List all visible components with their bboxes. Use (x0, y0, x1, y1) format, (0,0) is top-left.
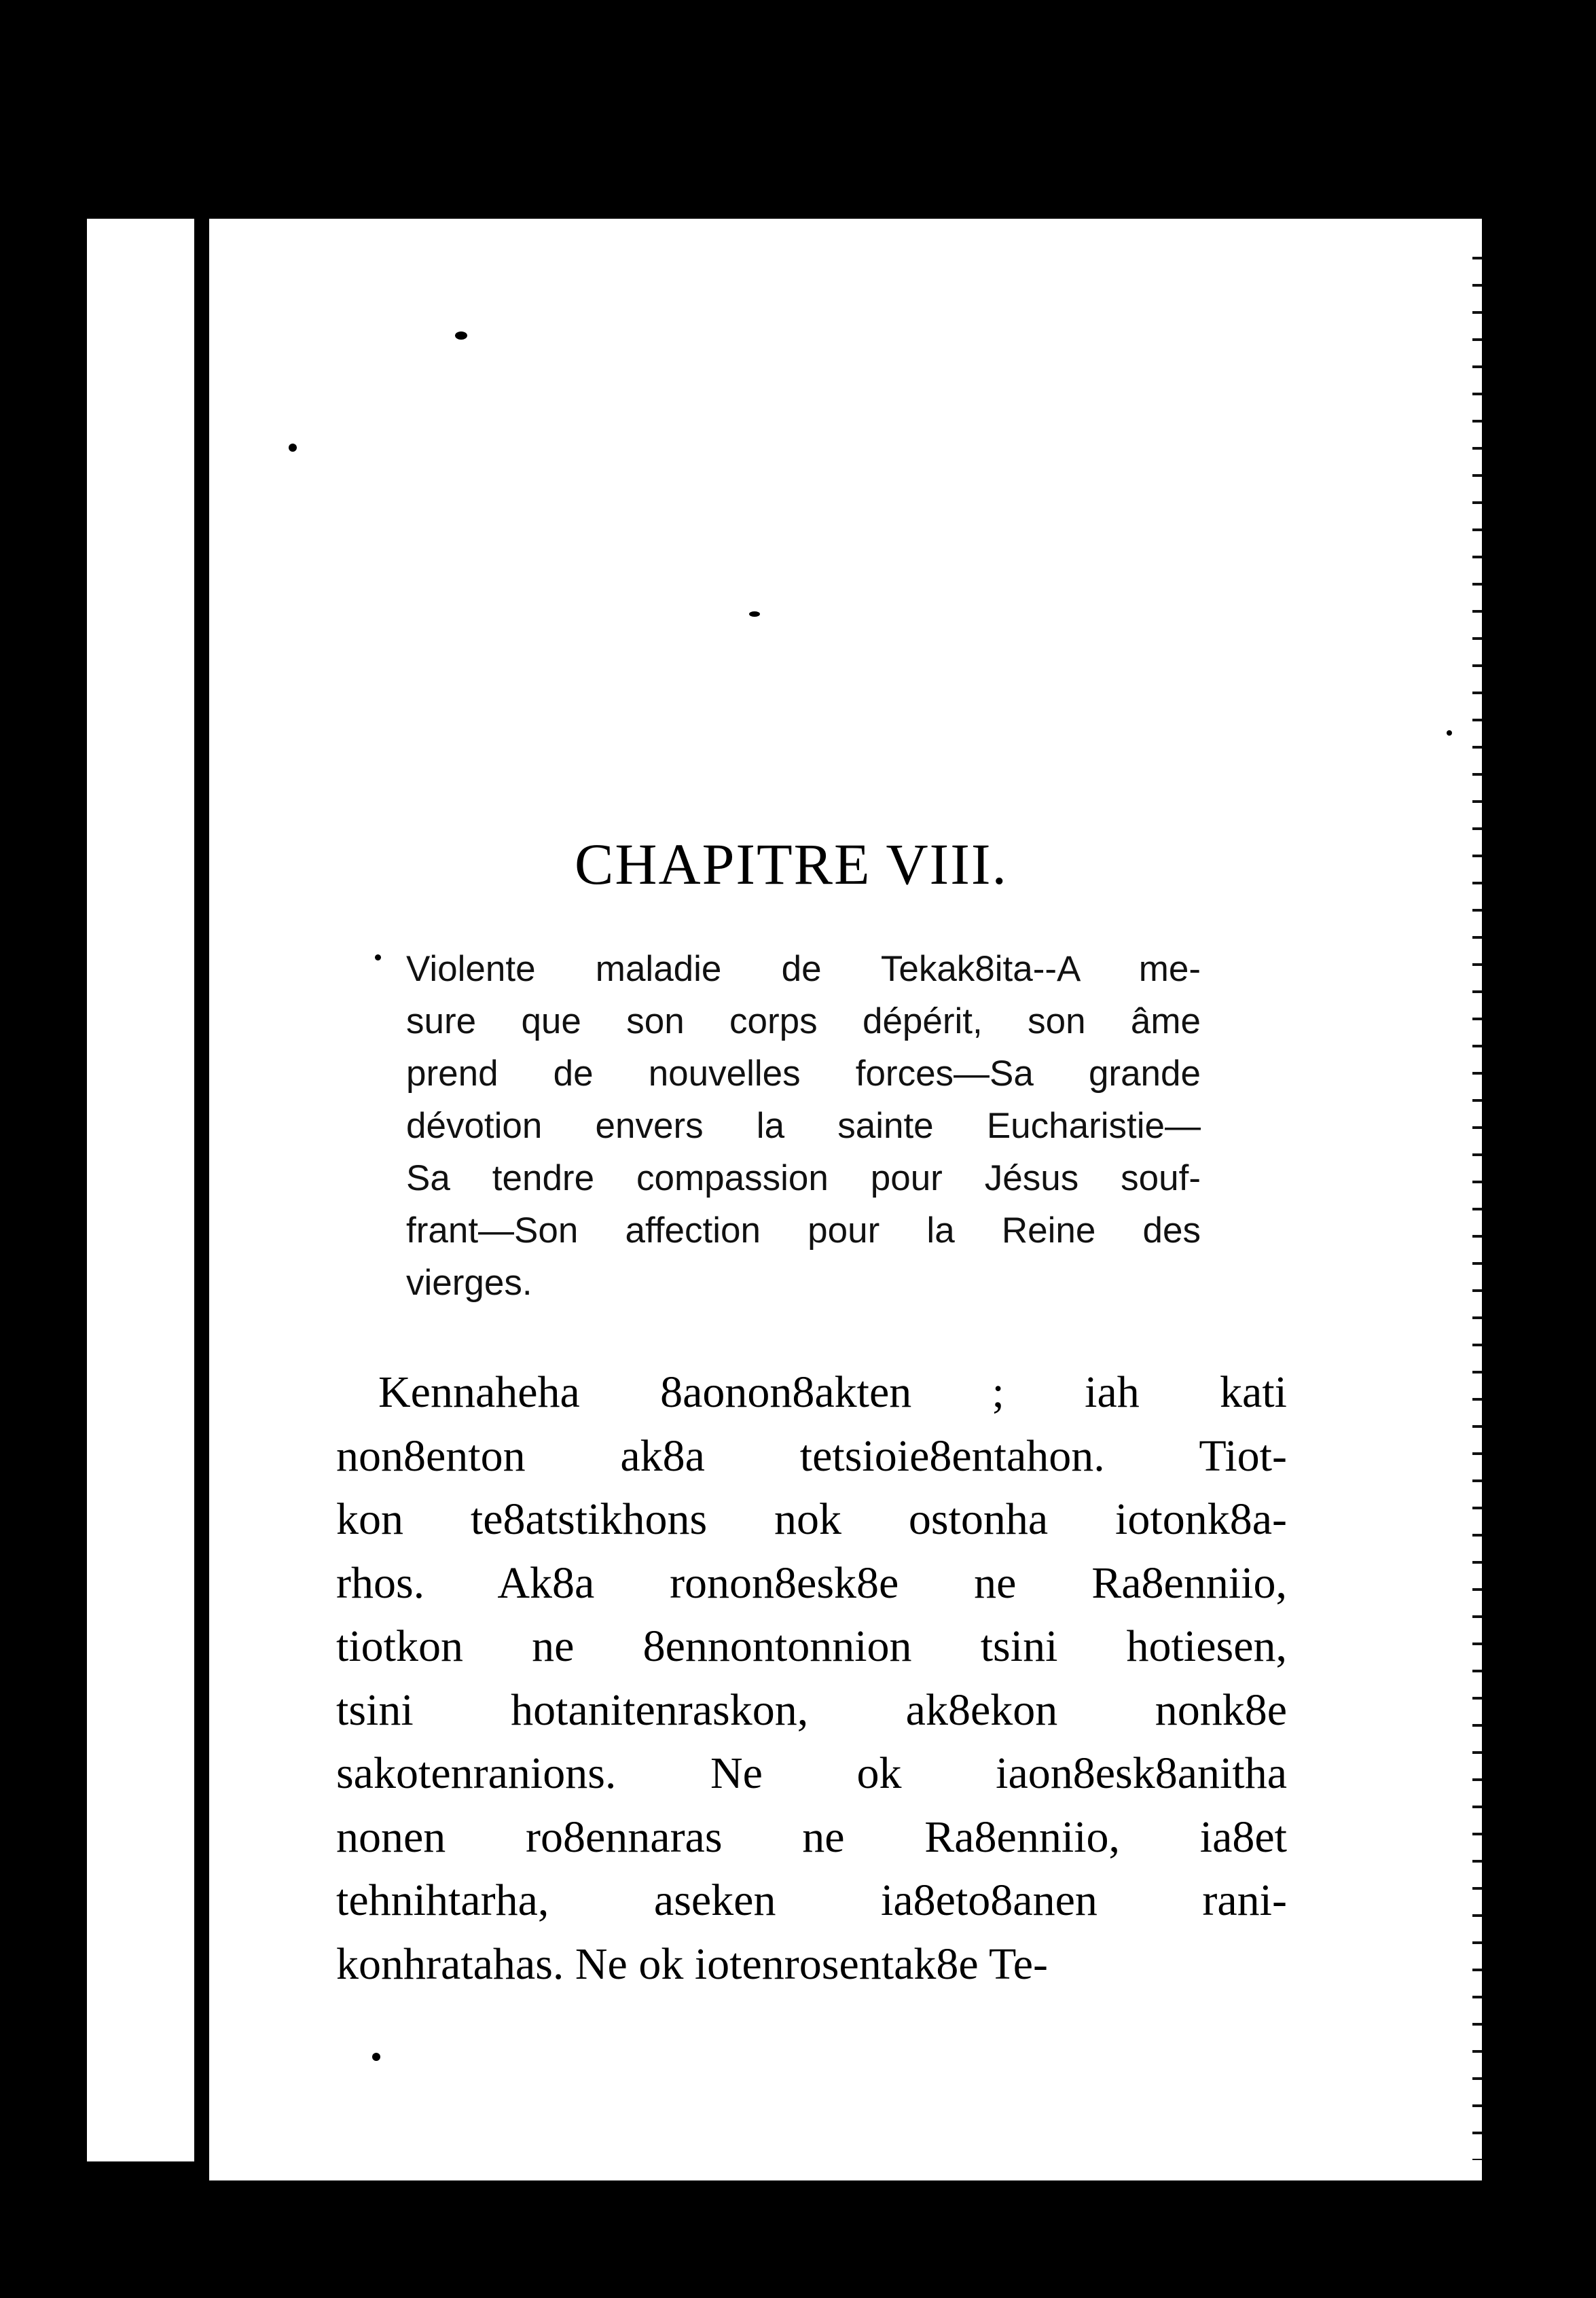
body-line: kon te8atstikhons nok ostonha iotonk8a- (336, 1494, 1287, 1544)
ink-speck (375, 954, 381, 961)
body-line: nonen ro8ennaras ne Ra8enniio, ia8et (336, 1812, 1287, 1862)
summary-line: prend de nouvelles forces—Sa grande (406, 1054, 1201, 1094)
summary-line: sure que son corps dépérit, son âme (406, 1001, 1201, 1041)
page-right-edge (1472, 245, 1482, 2160)
chapter-title: CHAPITRE VIII. (575, 831, 1008, 897)
body-line: Kennaheha 8aonon8akten ; iah kati (378, 1367, 1287, 1417)
ink-speck (455, 331, 467, 340)
body-line: sakotenranions. Ne ok iaon8esk8anitha (336, 1748, 1287, 1798)
ink-speck (372, 2053, 380, 2061)
summary-line: frant—Son affection pour la Reine des (406, 1210, 1201, 1251)
summary-line: Sa tendre compassion pour Jésus souf- (406, 1158, 1201, 1198)
ink-speck (1447, 730, 1452, 736)
body-line: non8enton ak8a tetsioie8entahon. Tiot- (336, 1431, 1287, 1481)
body-line: tiotkon ne 8ennontonnion tsini hotiesen, (336, 1621, 1287, 1671)
body-line: tehnihtarha, aseken ia8eto8anen rani- (336, 1875, 1287, 1925)
ink-speck (749, 611, 760, 617)
summary-line: dévotion envers la sainte Eucharistie— (406, 1106, 1201, 1146)
chapter-summary (406, 943, 1201, 1309)
body-line: konhratahas. Ne ok iotenrosentak8e Te- (336, 1939, 1048, 1989)
summary-line: vierges. (406, 1263, 532, 1303)
summary-line: Violente maladie de Tekak8ita--A me- (406, 949, 1201, 989)
facing-page-edge (87, 219, 194, 2161)
body-line: rhos. Ak8a ronon8esk8e ne Ra8enniio, (336, 1558, 1287, 1608)
body-paragraph (336, 1361, 1287, 1996)
body-line: tsini hotanitenraskon, ak8ekon nonk8e (336, 1685, 1287, 1735)
ink-speck (289, 444, 297, 452)
